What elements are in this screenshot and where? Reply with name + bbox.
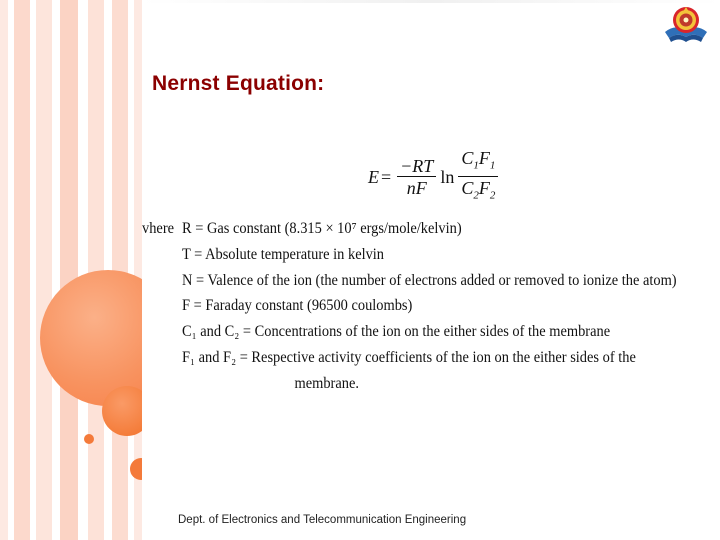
equation-fraction-rt-nf — [397, 156, 436, 199]
definition-temperature: T = Absolute temperature in kelvin — [181, 245, 385, 263]
definition-row — [142, 216, 672, 242]
slide-top-border — [142, 0, 720, 3]
equation-equals: = — [381, 166, 392, 187]
slide-title: Nernst Equation: — [152, 72, 325, 95]
variable-definitions — [142, 216, 677, 397]
fraction-denominator: nF — [406, 177, 427, 198]
definition-valence: N = Valence of the ion (the number of electrons added or removed to ionize the atom) — [181, 271, 677, 289]
decorative-dot — [84, 434, 94, 444]
definition-row — [142, 371, 672, 397]
slide-footer: Dept. of Electronics and Telecommunication Engineering — [178, 514, 467, 526]
definition-row — [142, 293, 672, 319]
fraction-numerator: $C_1F_1$ — [458, 148, 498, 177]
definition-activity-coefficients: F₁ and F₂ = Respective activity coefficients of the ion on the either sides of the — [181, 348, 636, 366]
equation-ln: ln — [440, 166, 455, 187]
definition-row — [142, 268, 677, 294]
definition-concentrations: C₁ and C₂ = Concentrations of the ion on the either sides of the membrane — [181, 323, 611, 341]
definition-continuation: membrane. — [294, 374, 359, 392]
definition-gas-constant: R = Gas constant (8.315 × 10⁷ ergs/mole/kelvin) — [181, 220, 462, 237]
equation-fraction-concentrations — [458, 148, 498, 206]
equation-lhs: E — [368, 166, 379, 187]
where-label: vhere — [142, 220, 175, 237]
fraction-numerator: −RT — [397, 156, 436, 177]
decorative-stripes — [0, 0, 142, 540]
fraction-denominator: $C_2F_2$ — [461, 177, 496, 202]
definition-row — [142, 319, 672, 345]
definition-row — [142, 345, 672, 371]
definition-row — [142, 242, 672, 268]
institution-emblem-icon — [663, 2, 709, 48]
definition-faraday: F = Faraday constant (96500 coulombs) — [181, 297, 413, 315]
nernst-equation — [368, 148, 502, 206]
